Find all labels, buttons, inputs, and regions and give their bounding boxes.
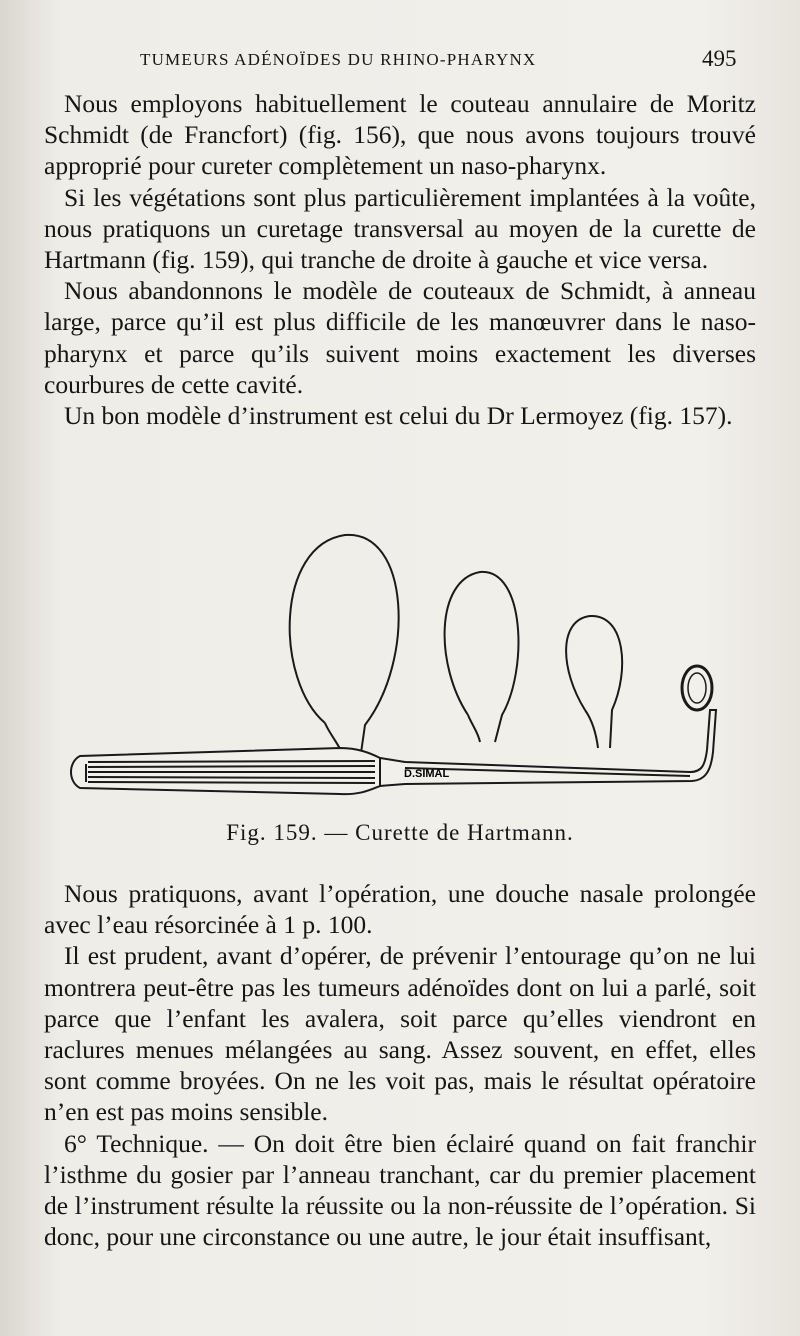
text-block-after-figure xyxy=(44,878,756,1252)
paragraph: Nous abandonnons le modèle de couteaux de Schmidt, à anneau large, parce qu’il est plus difficile de les manœuvrer dans le naso-pharynx et parce qu’ils suivent moins exactement les diverses courbures de cette cavité. xyxy=(44,276,756,399)
paragraph: Si les végétations sont plus particulièrement implantées à la voûte, nous pratiquons un curetage transversal au moyen de la curette de Hartmann (fig. 159), qui tranche de droite à gauche et vice versa. xyxy=(44,182,756,275)
paragraph: Il est prudent, avant d’opérer, de prévenir l’entourage qu’on ne lui montrera peut-être pas les tumeurs adénoïdes dont on lui a parlé, soit parce que l’enfant les avalera, soit parce qu’elles viendront en raclures menues mélangées au sang. Assez souvent, en effet, elles sont comme broyées. On ne les voit pas, mais le résultat opératoire n’en est pas moins sensible. xyxy=(44,941,756,1127)
medium-loop-stem xyxy=(468,715,480,742)
page-number: 495 xyxy=(702,46,737,71)
curette-illustration xyxy=(40,520,760,820)
running-title: TUMEURS ADÉNOÏDES DU RHINO-PHARYNX xyxy=(140,50,537,69)
curette-handle xyxy=(71,748,380,794)
engraver-signature: D.SIMAL xyxy=(404,768,450,780)
paragraph: Nous employons habituellement le couteau annulaire de Moritz Schmidt (de Francfort) (fig. 156), que nous avons toujours trouvé approprié pour cureter complètement un naso-pharynx. xyxy=(44,89,756,181)
small-loop-stem xyxy=(585,710,598,748)
medium-loop-outline xyxy=(445,572,519,742)
paragraph: Nous pratiquons, avant l’opération, une douche nasale prolongée avec l’eau résorcinée à 1 p. 100. xyxy=(44,879,756,940)
figure-curette xyxy=(40,520,760,830)
paragraph: 6° Technique. — On doit être bien éclairé quand on fait franchir l’isthme du gosier par l’anneau tranchant, car du premier placement de l’instrument résulte la réussite ou la non-réussite de l’opération. Si donc, pour une circonstance ou une autre, le jour était insuffisant, xyxy=(44,1128,756,1252)
large-loop-outline xyxy=(290,535,399,760)
paragraph: Un bon modèle d’instrument est celui du Dr Lermoyez (fig. 157). xyxy=(64,401,733,431)
text-block-before-figure xyxy=(44,88,756,431)
page-header xyxy=(0,46,800,76)
figure-caption: Fig. 159. — Curette de Hartmann. xyxy=(226,820,574,845)
